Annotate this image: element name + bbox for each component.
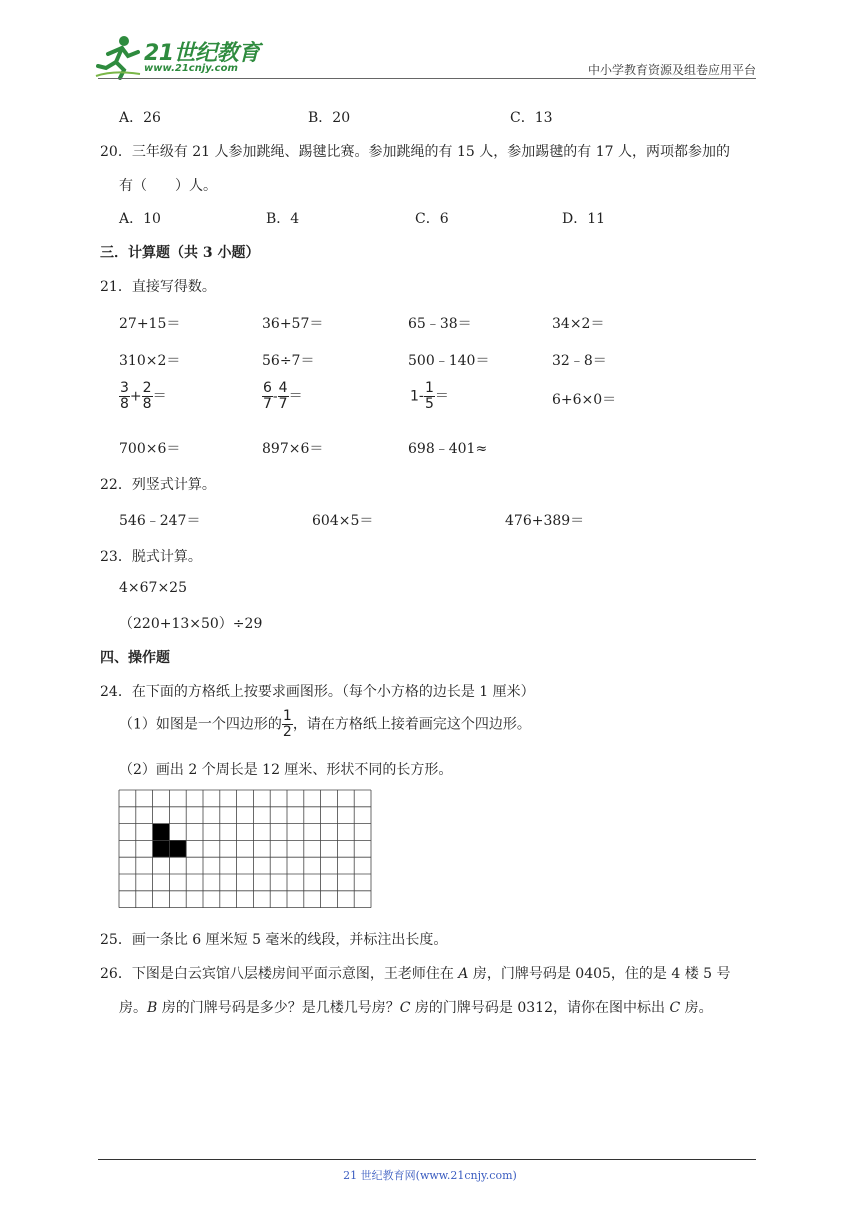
q20-line2: 有（ ）人。 — [119, 178, 217, 194]
q21-fraction-item-3: 1- $\frac{1}{5}$ ＝ — [410, 380, 449, 412]
runner-logo-icon — [94, 34, 142, 80]
q20-line1: 20．三年级有 21 人参加跳绳、踢毽比赛。参加跳绳的有 15 人，参加踢毽的有 17 人，两项都参加的 — [100, 144, 730, 160]
logo-url: www.21cnjy.com — [144, 63, 238, 74]
q21-title: 21．直接写得数。 — [100, 279, 216, 295]
q21-item: 6+6×0＝ — [552, 392, 617, 408]
q19-option-b: B．20 — [308, 110, 351, 126]
q21-item: 698﹣401≈ — [408, 441, 488, 457]
q26-line1: 26．下图是白云宾馆八层楼房间平面示意图，王老师住在 A 房，门牌号码是 0405，住的是 4 楼 5 号 — [100, 966, 731, 982]
q21-item: 700×6＝ — [119, 441, 181, 457]
q22-item: 476+389＝ — [505, 513, 585, 529]
q21-fraction-item-1: $\frac{3}{8}$ + $\frac{2}{8}$ ＝ — [120, 380, 167, 412]
q20-option-a: A．10 — [119, 211, 161, 227]
q21-item: 32﹣8＝ — [552, 353, 607, 369]
q21-item: 65﹣38＝ — [408, 316, 472, 332]
header-platform-text: 中小学教育资源及组卷应用平台 — [587, 63, 756, 77]
q22-title: 22．列竖式计算。 — [100, 477, 216, 493]
q20-option-d: D．11 — [562, 211, 606, 227]
fraction: $\frac{2}{8}$ — [142, 380, 152, 412]
footer-text: 21 世纪教育网(www.21cnjy.com) — [343, 1169, 517, 1182]
q21-item: 27+15＝ — [119, 316, 181, 332]
q21-item: 56÷7＝ — [262, 353, 315, 369]
q22-item: 604×5＝ — [312, 513, 374, 529]
section-3-heading: 三．计算题（共 3 小题） — [100, 245, 260, 261]
q21-fraction-item-2: $\frac{6}{7}$ - $\frac{4}{7}$ ＝ — [263, 380, 303, 412]
header-divider — [98, 78, 756, 79]
q24-title: 24．在下面的方格纸上按要求画图形。（每个小方格的边长是 1 厘米） — [100, 684, 535, 700]
footer-divider — [98, 1159, 756, 1160]
q20-option-b: B．4 — [266, 211, 300, 227]
q21-item: 500﹣140＝ — [408, 353, 490, 369]
q21-item: 310×2＝ — [119, 353, 181, 369]
q23-item: （220+13×50）÷29 — [119, 616, 263, 632]
q21-item: 897×6＝ — [262, 441, 324, 457]
q22-item: 546﹣247＝ — [119, 513, 201, 529]
q19-option-a: A．26 — [119, 110, 161, 126]
q23-item: 4×67×25 — [119, 580, 187, 596]
filled-square — [153, 824, 170, 841]
fraction: $\frac{1}{5}$ — [424, 380, 434, 412]
fraction: $\frac{1}{2}$ — [282, 708, 292, 740]
fraction: $\frac{6}{7}$ — [263, 380, 272, 412]
filled-square — [153, 840, 170, 857]
filled-square — [169, 840, 186, 857]
site-logo — [94, 34, 264, 80]
q21-item: 36+57＝ — [262, 316, 324, 332]
section-4-heading: 四、操作题 — [100, 650, 170, 666]
q24-part-2: （2）画出 2 个周长是 12 厘米、形状不同的长方形。 — [119, 762, 453, 778]
square-grid-paper[interactable] — [118, 789, 372, 913]
q21-item: 34×2＝ — [552, 316, 605, 332]
q26-line2: 房。B 房的门牌号码是多少？是几楼几号房？C 房的门牌号码是 0312，请你在图中标出 C 房。 — [119, 1000, 713, 1016]
fraction: $\frac{3}{8}$ — [120, 380, 129, 412]
q20-option-c: C．6 — [415, 211, 449, 227]
logo-text: 21世纪教育 — [144, 41, 260, 66]
q25-text: 25．画一条比 6 厘米短 5 毫米的线段，并标注出长度。 — [100, 932, 448, 948]
fraction: $\frac{4}{7}$ — [278, 380, 288, 412]
q23-title: 23．脱式计算。 — [100, 549, 202, 565]
q24-part-1: （1）如图是一个四边形的 $\frac{1}{2}$ ，请在方格纸上接着画完这个四边形。 — [119, 708, 531, 740]
q19-option-c: C．13 — [510, 110, 553, 126]
